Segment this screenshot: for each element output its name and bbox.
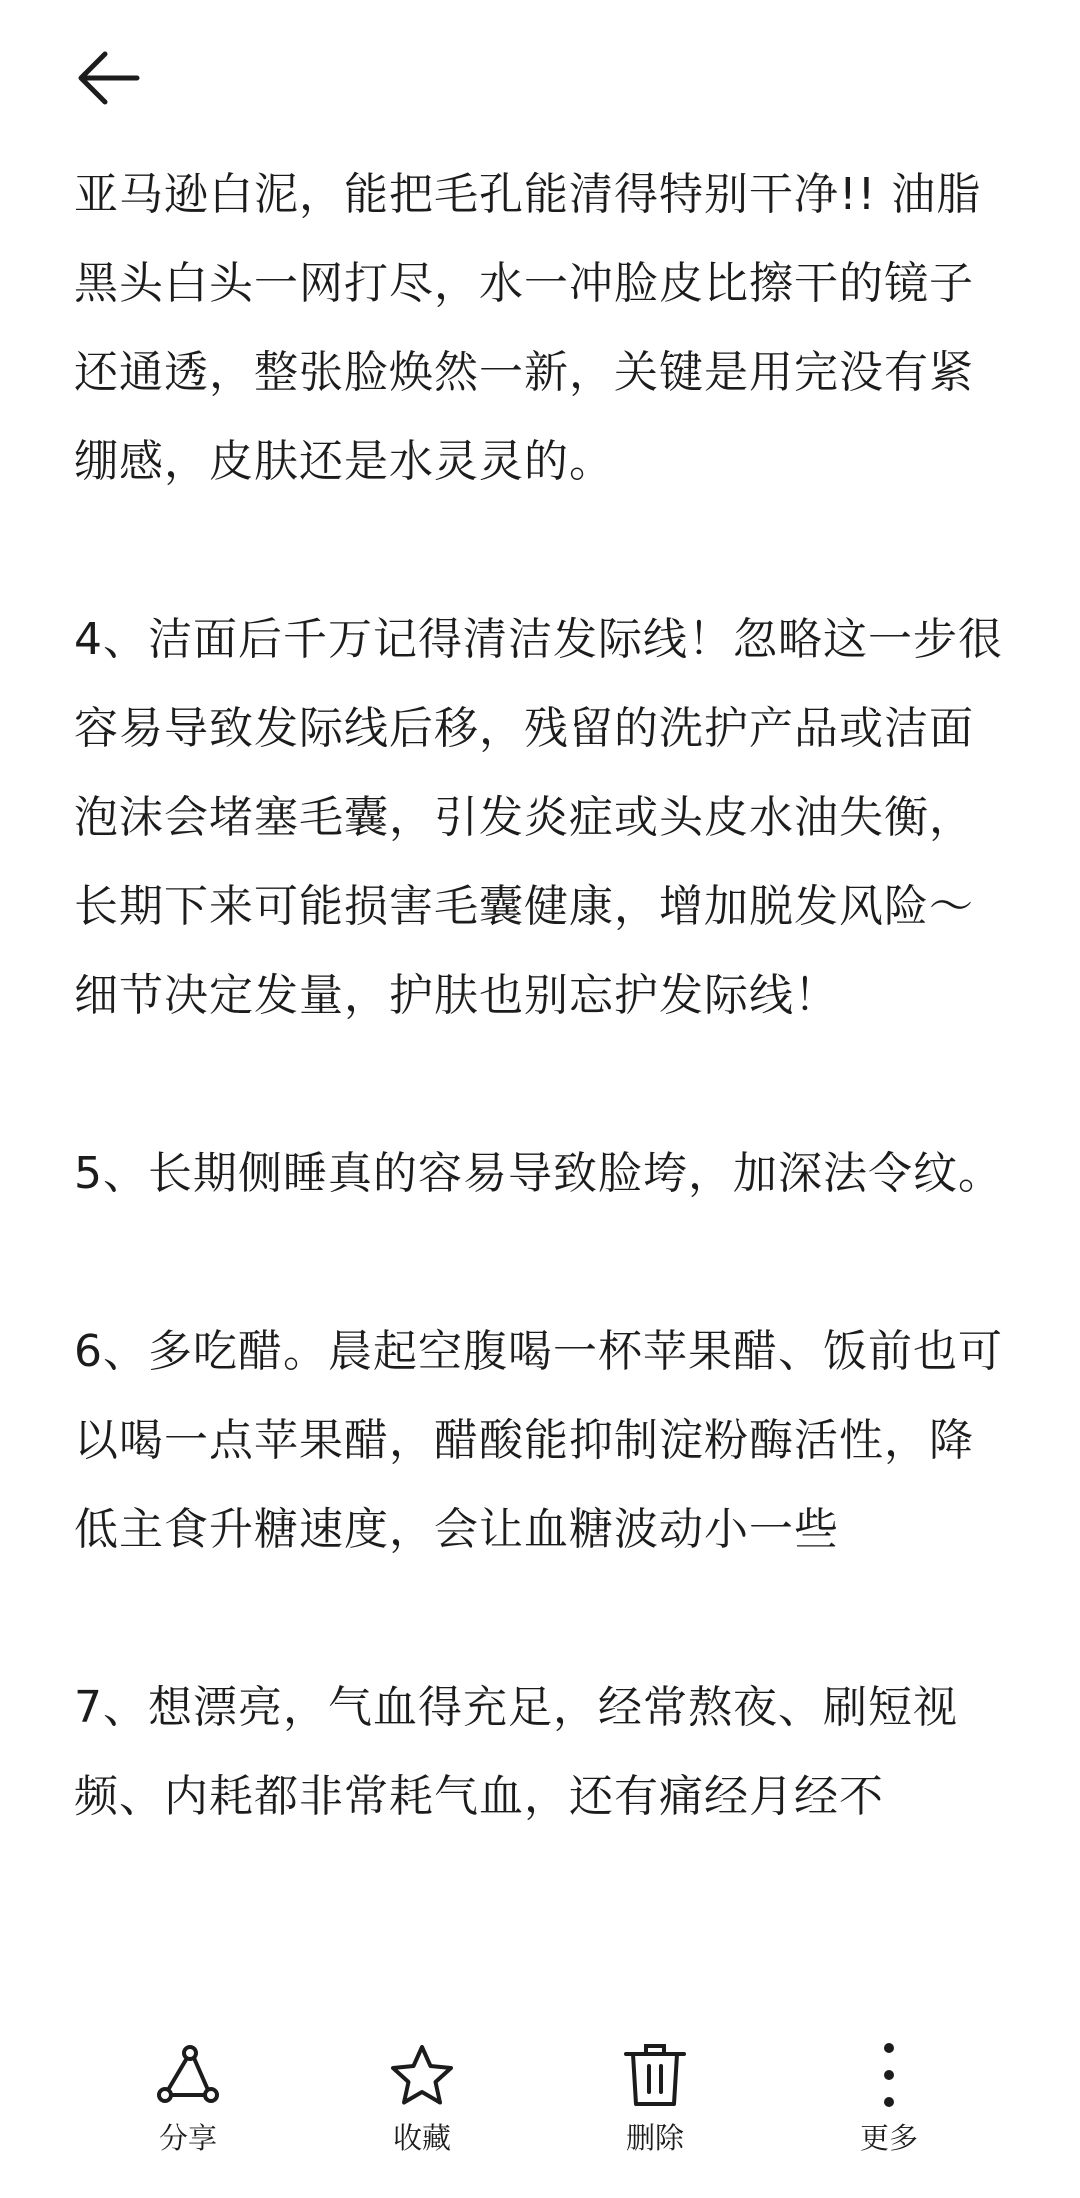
more-vertical-icon: [854, 2040, 924, 2110]
paragraph-gap: [74, 506, 1014, 595]
favorite-label: 收藏: [392, 2121, 451, 2155]
top-bar: [0, 0, 1080, 150]
back-button[interactable]: [66, 36, 150, 120]
share-label: 分享: [158, 2121, 217, 2155]
paragraph: 7、想漂亮，气血得充足，经常熬夜、刷短视频、内耗都非常耗气血，还有痛经月经不: [74, 1682, 958, 1822]
star-icon: [387, 2040, 457, 2110]
delete-button[interactable]: [580, 2040, 730, 2170]
more-label: 更多: [859, 2121, 918, 2155]
note-content: [74, 150, 1014, 2020]
paragraph: 6、多吃醋。晨起空腹喝一杯苹果醋、饭前也可以喝一点苹果醋，醋酸能抑制淀粉酶活性，降低主食升糖速度，会让血糖波动小一些: [74, 1326, 1003, 1555]
paragraph: 4、洁面后千万记得清洁发际线！忽略这一步很容易导致发际线后移，残留的洗护产品或洁面泡沫会堵塞毛囊，引发炎症或头皮水油失衡，长期下来可能损害毛囊健康，增加脱发风险～细节决定发量，护肤也别忘护发际线！: [74, 614, 1003, 1021]
paragraph-gap: [74, 1218, 1014, 1307]
arrow-left-icon: [75, 48, 141, 108]
trash-icon: [620, 2040, 690, 2110]
share-icon: [153, 2040, 223, 2110]
paragraph: 5、长期侧睡真的容易导致脸垮，加深法令纹。: [74, 1148, 1003, 1199]
paragraph-gap: [74, 1574, 1014, 1663]
paragraph: 亚马逊白泥，能把毛孔能清得特别干净!! 油脂黑头白头一网打尽，水一冲脸皮比擦干的镜子还通透，整张脸焕然一新，关键是用完没有紧绷感，皮肤还是水灵灵的。: [74, 169, 982, 487]
share-button[interactable]: [113, 2040, 263, 2170]
bottom-toolbar: [0, 2020, 1080, 2198]
delete-label: 删除: [625, 2121, 684, 2155]
favorite-button[interactable]: [347, 2040, 497, 2170]
more-button[interactable]: [814, 2040, 964, 2170]
paragraph-gap: [74, 1040, 1014, 1129]
